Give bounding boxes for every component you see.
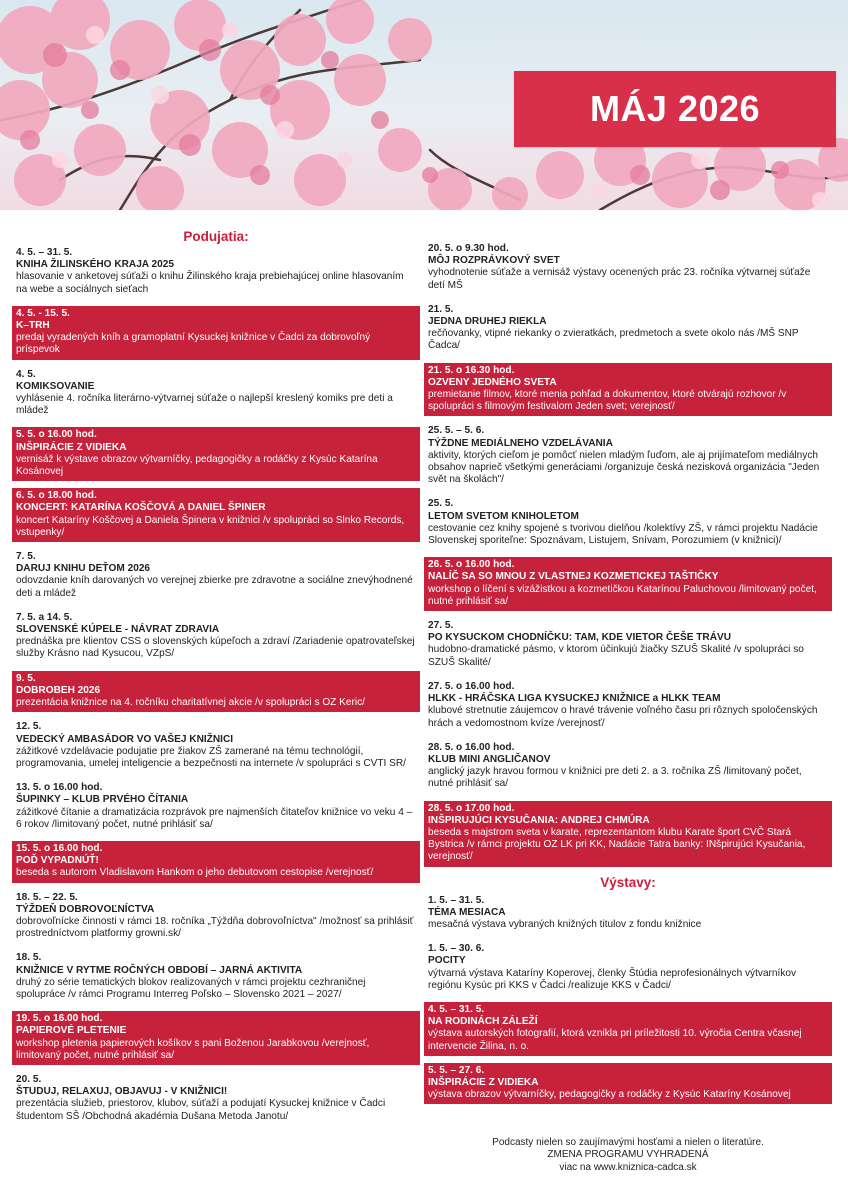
event-item: [12, 306, 420, 360]
event-description: predaj vyradených kníh a gramoplatní Kysuckej knižnice v Čadci za dobrovoľný príspevok: [16, 332, 371, 356]
event-item: [424, 496, 832, 550]
event-description: beseda s autorom Vladislavom Hankom o jeho debutovom cestopise /verejnosť/: [16, 867, 374, 879]
event-item: [12, 841, 420, 883]
event-date: 28. 5. o 17.00 hod.: [428, 802, 515, 814]
event-description: prezentácia služieb, priestorov, klubov, súťaží a podujatí Kysuckej knižnice v Čadci študentom SŠ /Obchodná akadémia Dušana Metoda Janotu/: [16, 1098, 386, 1122]
event-item: [12, 245, 420, 299]
event-name: KNIŽNICE V RYTME ROČNÝCH OBDOBÍ – JARNÁ AKTIVITA: [16, 964, 303, 976]
event-item: [12, 719, 420, 773]
event-item: [424, 241, 832, 295]
event-date: 18. 5.: [16, 952, 42, 964]
event-date: 5. 5. – 27. 6.: [428, 1064, 485, 1076]
event-name: PO KYSUCKOM CHODNÍČKU: TAM, KDE VIETOR ČEŠE TRÁVU: [428, 632, 732, 644]
event-description: aktivity, ktorých cieľom je pomôcť nielen mladým ľuďom, ale aj prijímateľom mediálnych obsahov naprieč všetkými generáciami /organizuje česká nezisková organizácia "Jeden svět na školách"/: [428, 449, 820, 486]
event-name: DARUJ KNIHU DEŤOM 2026: [16, 563, 151, 575]
event-item: [424, 1002, 832, 1056]
event-name: K–TRH: [16, 320, 50, 332]
event-item: [424, 801, 832, 867]
event-item: [12, 367, 420, 421]
events-section-title: Podujatia:: [183, 229, 249, 244]
event-name: HLKK - HRÁČSKA LIGA KYSUCKEJ KNIŽNICE a HLKK TEAM: [428, 693, 721, 705]
month-title-box: [514, 71, 836, 147]
event-description: zážitkové vzdelávacie podujatie pre žiakov ZŠ zamerané na tému technológií, programovania, umelej inteligencie a bezpečnosti na internete /v spolupráci s CVTI SR/: [16, 745, 406, 769]
exhibitions-list: [424, 893, 832, 1105]
event-description: výstava autorských fotografií, ktorá vznikla pri príležitosti 10. výročia Centra včasnej intervencie Žilina, n. o.: [428, 1028, 802, 1052]
event-item: [424, 1063, 832, 1105]
event-name: TÝŽDEŇ DOBROVOĽNÍCTVA: [16, 903, 155, 915]
event-item: [12, 950, 420, 1004]
event-item: [12, 610, 420, 664]
event-date: 20. 5.: [16, 1073, 42, 1085]
event-description: rečňovanky, vtipné riekanky o zvieratkách, predmetoch a svete okolo nás /MŠ SNP Čadca/: [428, 328, 799, 352]
events-list-right: [424, 241, 832, 867]
event-description: workshop pletenia papierových košíkov s pani Boženou Jarabkovou /verejnosť, limitovaný počet, nutné prihlásiť sa/: [16, 1037, 370, 1061]
event-item: [424, 363, 832, 417]
footer-change-note: ZMENA PROGRAMU VYHRADENÁ: [547, 1149, 709, 1161]
event-name: ŠTUDUJ, RELAXUJ, OBJAVUJ - V KNIŽNICI!: [16, 1086, 228, 1098]
left-column: [12, 229, 420, 1133]
event-date: 25. 5.: [428, 498, 454, 510]
event-date: 7. 5.: [16, 551, 36, 563]
event-name: KNIHA ŽILINSKÉHO KRAJA 2025: [16, 259, 174, 271]
event-item: [12, 1072, 420, 1126]
event-description: vernisáž k výstave obrazov výtvarníčky, pedagogičky a rodáčky z Kysúc Katarína Kosánovej: [16, 453, 378, 478]
event-date: 4. 5.: [16, 368, 36, 380]
event-name: SLOVENSKÉ KÚPELE - NÁVRAT ZDRAVIA: [16, 624, 220, 636]
event-item: [424, 740, 832, 794]
event-description: výtvarná výstava Kataríny Koperovej, členky Štúdia neprofesionálnych výtvarníkov regiónu Kysúc pri KKS v Čadci /realizuje KKS v Čadci/: [428, 967, 797, 991]
event-date: 19. 5. o 16.00 hod.: [16, 1013, 103, 1025]
event-item: [12, 1011, 420, 1065]
footer-podcast-note: Podcasty nielen so zaujímavými hosťami a nielen o literatúre.: [492, 1137, 764, 1148]
event-name: VEDECKÝ AMBASÁDOR VO VAŠEJ KNIŽNICI: [16, 733, 234, 745]
event-description: zážitkové čítanie a dramatizácia rozprávok pre najmenších čitateľov knižnice vo veku 4 – 6 rokov /limitovaný počet, nutné prihlásiť sa/: [16, 806, 413, 830]
event-name: KOMIKSOVANIE: [16, 380, 95, 392]
footer-website-link[interactable]: viac na www.kniznica-cadca.sk: [559, 1161, 697, 1173]
event-description: druhý zo série tematických blokov realizovaných v rámci projektu cezhraničnej spolupráce /v rámci Programu Interreg Poľsko – Slovensko 2021 – 2027/: [16, 976, 366, 1000]
event-item: [424, 423, 832, 489]
event-description: beseda s majstrom sveta v karate, reprezentantom klubu Karate šport CVČ Stará Bystrica /v rámci projektu OZ LK pri KK, Nadácie Tatra banky: INšpirujúci Kysučania, verejnosť/: [428, 826, 806, 863]
event-item: [12, 549, 420, 603]
event-description: vyhodnotenie súťaže a vernisáž výstavy ocenených prác 23. ročníka výtvarnej súťaže detí MŠ: [428, 267, 811, 291]
event-description: hlasovanie v anketovej súťaži o knihu Žilinského kraja prebiehajúcej online hlasovaním na webe a sociálnych sieťach: [16, 271, 404, 295]
event-name: INŠPIRÁCIE Z VIDIEKA: [16, 441, 127, 453]
event-name: POCITY: [428, 955, 466, 967]
event-description: cestovanie cez knihy spojené s tvorivou dielňou /kolektívy ZŠ, v rámci projektu Nadácie Slovenskej sporiteľne: Spoznávam, Listujem, Snívam, Porozumiem (v knižnici)/: [428, 522, 818, 547]
event-date: 25. 5. – 5. 6.: [428, 425, 485, 437]
event-item: [12, 780, 420, 834]
event-description: klubové stretnutie záujemcov o hravé trávenie voľného času pri rôznych spoločenských hrách a vedomostnom kvíze /verejnosť/: [428, 705, 818, 729]
event-description: prezentácia knižnice na 4. ročníku charitatívnej akcie /v spolupráci s OZ Keric/: [16, 697, 365, 709]
event-date: 21. 5.: [428, 303, 454, 315]
event-date: 13. 5. o 16.00 hod.: [16, 782, 103, 794]
event-date: 28. 5. o 16.00 hod.: [428, 741, 515, 753]
event-description: výstava obrazov výtvarníčky, pedagogičky a rodáčky z Kysúc Kataríny Kosánovej: [428, 1089, 791, 1101]
event-date: 4. 5. - 15. 5.: [16, 307, 70, 319]
event-item: [424, 302, 832, 356]
event-name: KLUB MINI ANGLIČANOV: [428, 753, 551, 765]
event-description: hudobno-dramatické pásmo, v ktorom účinkujú žiačky SZUŠ Skalité /v spolupráci so SZUŠ Skalité/: [428, 644, 804, 668]
event-date: 27. 5. o 16.00 hod.: [428, 680, 515, 692]
event-name: NA RODINÁCH ZÁLEŽÍ: [428, 1016, 538, 1028]
event-item: [424, 893, 832, 935]
event-date: 5. 5. o 16.00 hod.: [16, 429, 97, 441]
event-description: dobrovoľnícke činnosti v rámci 18. ročníka „Týždňa dobrovoľníctva" /možnosť sa prihlásiť prostredníctvom platformy growni.sk/: [16, 915, 414, 940]
event-date: 15. 5. o 16.00 hod.: [16, 842, 103, 854]
event-date: 7. 5. a 14. 5.: [16, 611, 73, 623]
event-item: [12, 890, 420, 944]
event-description: mesačná výstava vybraných knižných titulov z fondu knižnice: [428, 918, 702, 930]
event-date: 1. 5. – 30. 6.: [428, 943, 485, 955]
event-date: 9. 5.: [16, 672, 36, 684]
event-date: 21. 5. o 16.30 hod.: [428, 364, 515, 376]
event-item: [12, 427, 420, 481]
event-item: [424, 679, 832, 733]
event-name: TÉMA MESIACA: [428, 906, 506, 918]
event-name: INŠPIRUJÚCI KYSUČANIA: ANDREJ CHMÚRA: [428, 814, 650, 826]
event-name: NALÍČ SA SO MNOU Z VLASTNEJ KOZMETICKEJ TAŠTIČKY: [428, 571, 719, 583]
event-description: odovzdanie kníh darovaných vo verejnej zbierke pre zdravotne a sociálne znevýhodnené deti a mládež: [16, 575, 413, 599]
event-name: JEDNA DRUHEJ RIEKLA: [428, 316, 547, 328]
event-description: workshop o líčení s vizážistkou a kozmetičkou Katarínou Paluchovou /limitovaný počet, nutné prihlásiť sa/: [428, 583, 817, 607]
month-title: MÁJ 2026: [589, 88, 761, 129]
event-item: [12, 488, 420, 542]
event-item: [424, 557, 832, 611]
event-description: prednáška pre klientov CSS o slovenských kúpeľoch a zdraví /Zariadenie opatrovateľskej služby Krásno nad Kysucou, VZpS/: [16, 636, 415, 660]
event-name: INŠPIRÁCIE Z VIDIEKA: [428, 1076, 539, 1088]
event-name: OZVENY JEDNÉHO SVETA: [428, 376, 557, 388]
event-item: [424, 618, 832, 672]
event-date: 6. 5. o 18.00 hod.: [16, 490, 97, 502]
hero-banner: [0, 0, 848, 210]
event-name: DOBROBEH 2026: [16, 684, 101, 696]
event-item: [12, 671, 420, 713]
event-name: MÔJ ROZPRÁVKOVÝ SVET: [428, 255, 560, 267]
event-name: ŠUPINKY – KLUB PRVÉHO ČÍTANIA: [16, 794, 189, 806]
exhibitions-section-title: Výstavy:: [600, 874, 656, 890]
event-date: 20. 5. o 9.30 hod.: [428, 243, 509, 254]
event-name: PAPIEROVÉ PLETENIE: [16, 1025, 127, 1037]
event-description: anglický jazyk hravou formou v knižnici pre deti 2. a 3. ročníka ZŠ /limitovaný počet, nutné prihlásiť sa/: [428, 766, 802, 790]
event-name: POĎ VYPADNÚŤ!: [16, 855, 99, 867]
event-description: koncert Kataríny Koščovej a Daniela Špinera v knižnici /v spolupráci so Slnko Records, vstupenky/: [16, 514, 405, 538]
events-list-left: [12, 245, 420, 1126]
event-name: KONCERT: KATARÍNA KOŠČOVÁ A DANIEL ŠPINER: [16, 502, 266, 514]
event-date: 26. 5. o 16.00 hod.: [428, 559, 515, 571]
event-date: 18. 5. – 22. 5.: [16, 891, 78, 903]
footer: [424, 1137, 832, 1174]
event-item: [424, 941, 832, 995]
event-date: 4. 5. – 31. 5.: [428, 1003, 485, 1015]
event-name: LETOM SVETOM KNIHOLETOM: [428, 510, 579, 522]
event-name: TÝŽDNE MEDIÁLNEHO VZDELÁVANIA: [428, 437, 613, 449]
event-date: 12. 5.: [16, 721, 42, 733]
event-description: premietanie filmov, ktoré menia pohľad a dokumentov, ktoré otvárajú rozhovor /v spolupráci s filmovým festivalom Jeden svet; verejnosť/: [428, 389, 787, 413]
event-date: 27. 5.: [428, 620, 454, 632]
event-description: vyhlásenie 4. ročníka literárno-výtvarnej súťaže o najlepší kreslený komiks pre deti a mládež: [16, 393, 393, 417]
event-date: 1. 5. – 31. 5.: [428, 894, 485, 906]
event-date: 4. 5. – 31. 5.: [16, 247, 73, 258]
right-column: [424, 241, 832, 1111]
